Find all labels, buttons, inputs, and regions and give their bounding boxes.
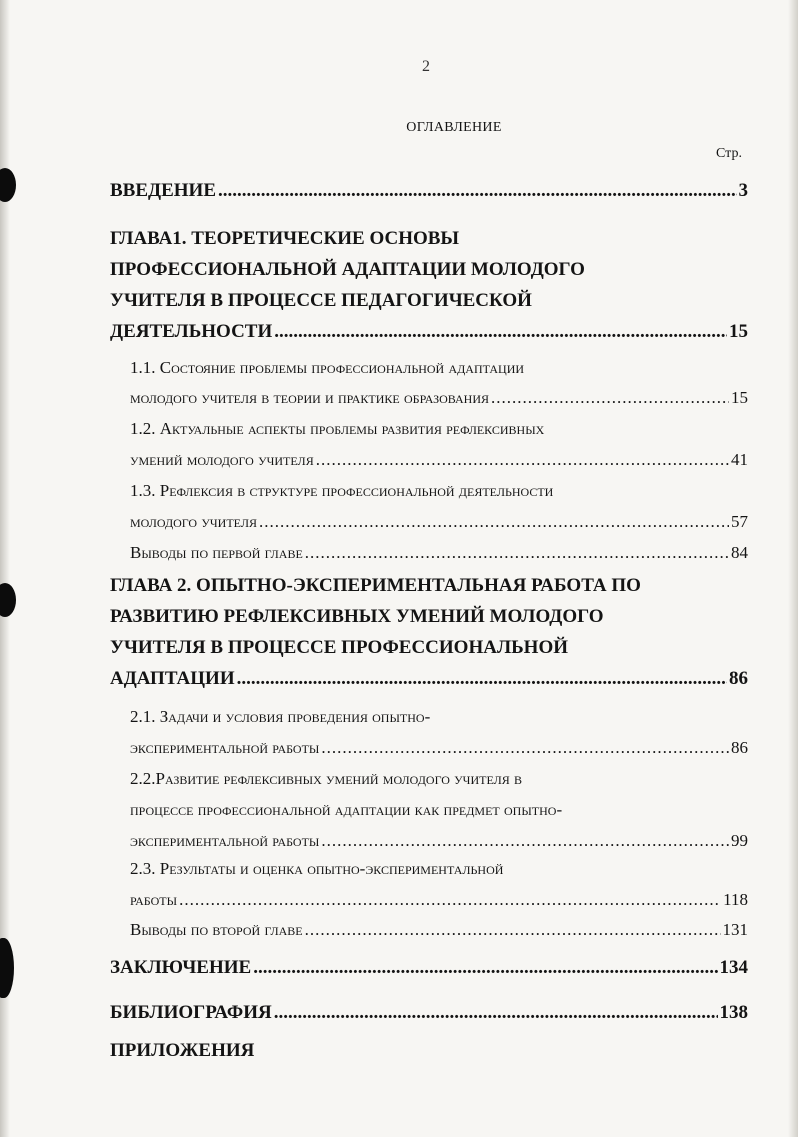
dot-leader <box>237 668 727 690</box>
entry-title: 1.2. Актуальные аспекты проблемы развития рефлексивных <box>130 419 545 438</box>
page-number: 2 <box>422 58 430 75</box>
toc-section-2-1-line2 <box>130 728 748 758</box>
toc-section-2-3-line2 <box>130 880 748 910</box>
toc-entry-intro <box>110 172 748 202</box>
binder-hole-bottom <box>0 938 14 998</box>
entry-page: 138 <box>719 1002 748 1023</box>
entry-title: 2.1. Задачи и условия проведения опытно- <box>130 707 431 726</box>
entry-title: ПРИЛОЖЕНИЯ <box>110 1040 255 1061</box>
dot-leader <box>305 920 721 940</box>
entry-title: Выводы по второй главе <box>130 920 303 939</box>
toc-section-2-1-line1 <box>130 697 748 727</box>
toc-entry-conclusion <box>110 949 748 979</box>
toc-entry-appendices <box>110 1032 748 1062</box>
toc-chapter1-line1 <box>110 220 748 250</box>
toc-section-1-3-line2 <box>130 502 748 532</box>
entry-title: 1.1. Состояние проблемы профессиональной адаптации <box>130 358 525 377</box>
toc-section-1-1-line2 <box>130 378 748 408</box>
entry-title: УЧИТЕЛЯ В ПРОЦЕССЕ ПРОФЕССИОНАЛЬНОЙ <box>110 637 569 658</box>
dot-leader <box>259 512 729 532</box>
toc-section-2-2-line1 <box>130 759 748 789</box>
entry-title: молодого учителя в теории и практике образования <box>130 388 490 407</box>
entry-title: Выводы по первой главе <box>130 543 303 562</box>
binder-hole-middle <box>0 583 16 617</box>
entry-title: умений молодого учителя <box>130 450 314 469</box>
toc-chapter2-line3 <box>110 629 748 659</box>
entry-title: экспериментальной работы <box>130 831 320 850</box>
toc-section-1-2-line2 <box>130 440 748 470</box>
entry-title: процессе профессиональной адаптации как предмет опытно- <box>130 800 563 819</box>
toc-chapter1-line4 <box>110 313 748 343</box>
entry-title: ВВЕДЕНИЕ <box>110 180 216 201</box>
toc-section-1-2-line1 <box>130 409 748 439</box>
entry-page: 86 <box>729 668 748 689</box>
entry-page: 99 <box>731 831 748 850</box>
entry-title: ГЛАВА 2. ОПЫТНО-ЭКСПЕРИМЕНТАЛЬНАЯ РАБОТА ПО <box>110 575 641 596</box>
entry-page: 41 <box>731 450 748 469</box>
entry-title: РАЗВИТИЮ РЕФЛЕКСИВНЫХ УМЕНИЙ МОЛОДОГО <box>110 606 604 627</box>
toc-chapter2-line2 <box>110 598 748 628</box>
dot-leader <box>179 890 721 910</box>
toc-title: ОГЛАВЛЕНИЕ <box>406 120 502 135</box>
dot-leader <box>274 321 727 343</box>
toc-chapter2-line1 <box>110 567 748 597</box>
entry-title: экспериментальной работы <box>130 738 320 757</box>
entry-page: 15 <box>729 321 748 342</box>
entry-title: УЧИТЕЛЯ В ПРОЦЕССЕ ПЕДАГОГИЧЕСКОЙ <box>110 290 532 311</box>
page-column-label: Стр. <box>716 146 742 161</box>
dot-leader <box>316 450 729 470</box>
dot-leader <box>218 180 737 202</box>
dot-leader <box>491 388 729 408</box>
toc-conclusions-chapter2 <box>130 910 748 940</box>
entry-page: 84 <box>731 543 748 562</box>
dot-leader <box>305 543 729 563</box>
entry-page: 134 <box>719 957 748 978</box>
entry-title: ГЛАВА1. ТЕОРЕТИЧЕСКИЕ ОСНОВЫ <box>110 228 460 249</box>
entry-page: 118 <box>723 890 748 909</box>
scan-edge-right <box>788 0 798 1137</box>
entry-page: 57 <box>731 512 748 531</box>
toc-section-2-3-line1 <box>130 849 748 879</box>
toc-chapter1-line2 <box>110 251 748 281</box>
entry-title: ДЕЯТЕЛЬНОСТИ <box>110 321 273 342</box>
dot-leader <box>253 957 717 979</box>
entry-title: 2.3. Результаты и оценка опытно-экспериментальной <box>130 859 504 878</box>
toc-conclusions-chapter1 <box>130 533 748 563</box>
entry-page: 15 <box>731 388 748 407</box>
dot-leader <box>321 738 729 758</box>
entry-page: 86 <box>731 738 748 757</box>
entry-title: 2.2.Развитие рефлексивных умений молодого учителя в <box>130 769 523 788</box>
dot-leader <box>274 1002 718 1024</box>
entry-title: ПРОФЕССИОНАЛЬНОЙ АДАПТАЦИИ МОЛОДОГО <box>110 259 585 280</box>
binder-hole-top <box>0 168 16 202</box>
toc-chapter1-line3 <box>110 282 748 312</box>
toc-section-1-3-line1 <box>130 471 748 501</box>
dot-leader <box>321 831 729 851</box>
entry-title: 1.3. Рефлексия в структуре профессиональной деятельности <box>130 481 554 500</box>
toc-section-2-2-line2 <box>130 790 748 820</box>
toc-section-2-2-line3 <box>130 821 748 851</box>
entry-page: 131 <box>722 920 748 939</box>
entry-title: БИБЛИОГРАФИЯ <box>110 1002 272 1023</box>
entry-title: АДАПТАЦИИ <box>110 668 235 689</box>
entry-page: 3 <box>738 180 748 201</box>
toc-section-1-1-line1 <box>130 348 748 378</box>
entry-title: молодого учителя <box>130 512 257 531</box>
entry-title: работы <box>130 890 178 909</box>
toc-entry-bibliography <box>110 994 748 1024</box>
toc-chapter2-line4 <box>110 660 748 690</box>
entry-title: ЗАКЛЮЧЕНИЕ <box>110 957 252 978</box>
